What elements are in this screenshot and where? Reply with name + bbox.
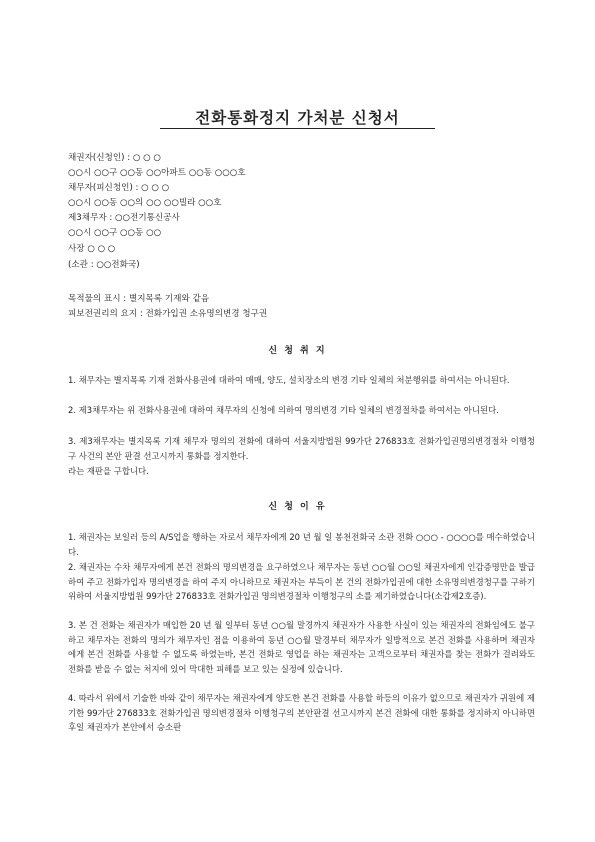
purpose-closing: 라는 재판을 구합니다. (68, 466, 149, 476)
object-description: 목적물의 표시 : 별지목록 기재와 같음 (68, 294, 210, 304)
reasons-paragraph-2: 2. 채권자는 수차 채무자에게 본건 전화의 명의변경을 요구하였으나 채무자는 동년 ○○월 ○○일 채권자에게 인감증명만을 발급하여 주고 전화가입자 명의변경을 하여 주지 아니하므로 채권자는 부득이 본 건의 전화가입권에 대한 소유명의변경청구를 구하기 위하여 서울지방법원 99가단 276833호 전화가입권 명의변경절차 이행청구의 소를 제기하였습니다(소갑제2호증). (68, 562, 535, 601)
debtor-address: ○○시 ○○동 ○○의 ○○ ○○빌라 ○○호 (68, 198, 222, 208)
debtor-name: 채무자(피신청인) : ○ ○ ○ (68, 183, 170, 193)
creditor-address: ○○시 ○○구 ○○동 ○○아파트 ○○동 ○○○호 (68, 168, 246, 178)
purpose-paragraph-2: 2. 제3채무자는 위 전화사용권에 대하여 채무자의 신청에 의하여 명의변경 기타 일체의 변경절차를 하여서는 아니된다. (68, 405, 499, 415)
third-debtor-office: (소관 : ○○전화국) (68, 260, 140, 270)
reasons-paragraph-1: 1. 채권자는 보일러 등의 A/S업을 행하는 자로서 채무자에게 20 년 월 일 봉천전화국 소관 전화 ○○○ - ○○○○를 매수하였습니다. (68, 532, 535, 557)
reasons-heading: 신 청 이 유 (268, 502, 327, 512)
purpose-paragraph-1: 1. 채무자는 별지목록 기재 전화사용권에 대하여 매매, 양도, 설치장소의 변경 기타 일체의 처분행위를 하여서는 아니된다. (68, 375, 510, 385)
purpose-paragraph-3: 3. 제3채무자는 별지목록 기재 채무자 명의의 전화에 대하여 서울지방법원 99가단 276833호 전화가입권명의변경절차 이행청구 사건의 본안 판결 선고시까지 통화를 정지한다. (68, 436, 535, 461)
third-debtor-address: ○○시 ○○구 ○○동 ○○ (68, 228, 162, 238)
creditor-name: 채권자(신청인) : ○ ○ ○ (68, 153, 161, 163)
third-debtor-president: 사장 ○ ○ ○ (68, 244, 116, 254)
title-underline (160, 128, 435, 129)
third-debtor-name: 제3채무자 : ○○전기통신공사 (68, 213, 180, 223)
preserved-right-summary: 피보전권리의 요지 : 전화가입권 소유명의변경 청구권 (68, 309, 268, 319)
reasons-paragraph-3: 3. 본 건 전화는 채권자가 매입한 20 년 월 일부터 동년 ○○월 말경까지 채권자가 사용한 사실이 있는 채권자의 전화임에도 불구하고 채무자는 전화의 명의가 채무자인 점을 이용하여 동년 ○○월 말경부터 채무자가 일방적으로 본건 전화를 사용하며 채권자에게 본건 전화를 사용할 수 없도록 하였는바, 본건 전화로 영업을 하는 채권자는 고객으로부터 채권자를 찾는 전화가 걸려와도 전화를 받을 수 없는 처지에 있어 막대한 피해를 보고 있는 실정에 있습니다. (68, 620, 535, 674)
reasons-paragraph-4: 4. 따라서 위에서 기술한 바와 같이 채무자는 채권자에게 양도한 본건 전화를 사용할 하등의 이유가 없으므로 채권자가 귀원에 제기한 99가단 276833호 전화가입권 명의변경절차 이행청구의 본안판결 선고시까지 본건 전화에 대한 통화를 정지하지 아니하면 후일 채권자가 본안에서 승소판 (68, 693, 535, 732)
purpose-heading: 신 청 취 지 (268, 346, 327, 356)
document-title: 전화통화정지 가처분 신청서 (195, 109, 400, 127)
